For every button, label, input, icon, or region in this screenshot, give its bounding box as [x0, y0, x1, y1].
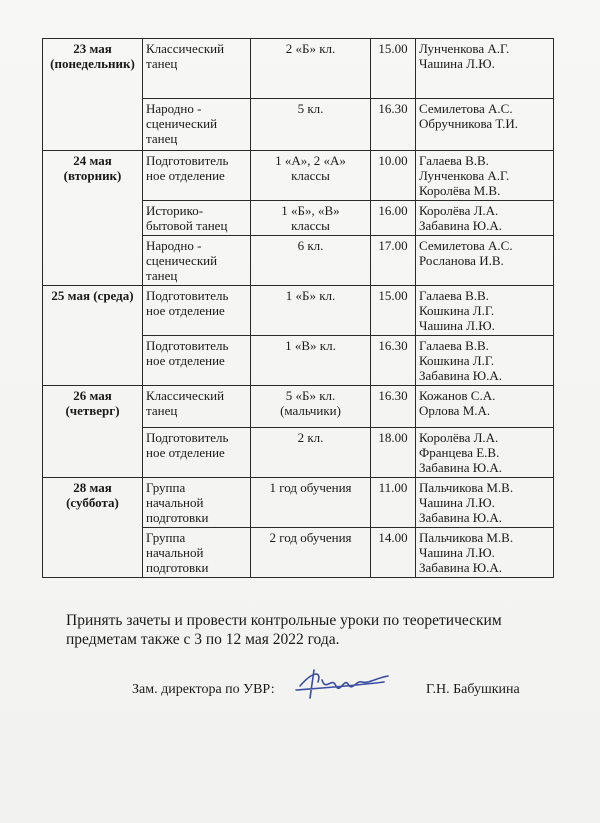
note-line-2: предметам также с 3 по 12 мая 2022 года.: [66, 631, 340, 648]
teacher-name: Семилетова А.С.: [419, 101, 513, 116]
teacher-name: Забавина Ю.А.: [419, 560, 502, 575]
teacher-name: Забавина Ю.А.: [419, 510, 502, 525]
day-cell: [43, 386, 143, 478]
teachers-cell: [416, 336, 554, 386]
subject-text: Группа: [146, 480, 186, 495]
time-cell: 16.30: [371, 336, 416, 386]
subject-cell: [143, 478, 251, 528]
class-text: 2 «Б» кл.: [285, 41, 336, 56]
teacher-name: Францева Е.В.: [419, 445, 500, 460]
day-label: 26 мая: [73, 388, 112, 403]
teacher-name: Чашина Л.Ю.: [419, 56, 495, 71]
teacher-name: Орлова М.А.: [419, 403, 491, 418]
subject-text: Подготовитель: [146, 430, 229, 445]
teacher-name: Лунченкова А.Г.: [419, 41, 510, 56]
subject-text: Историко-: [146, 203, 204, 218]
class-cell: [251, 99, 371, 151]
teacher-name: Галаева В.В.: [419, 153, 489, 168]
teachers-cell: [416, 478, 554, 528]
teachers-cell: [416, 99, 554, 151]
teachers-cell: [416, 428, 554, 478]
day-label: 23 мая: [73, 41, 112, 56]
teacher-name: Забавина Ю.А.: [419, 218, 502, 233]
day-cell: [43, 478, 143, 578]
time-cell: 16.30: [371, 386, 416, 428]
subject-text: ное отделение: [146, 353, 225, 368]
time-cell: 18.00: [371, 428, 416, 478]
class-text: 5 «Б» кл.: [285, 388, 336, 403]
teacher-name: Чашина Л.Ю.: [419, 318, 495, 333]
time-cell: 17.00: [371, 236, 416, 286]
time-cell: 14.00: [371, 528, 416, 578]
subject-text: танец: [146, 403, 178, 418]
day-label: 28 мая: [73, 480, 112, 495]
subject-cell: [143, 39, 251, 99]
class-cell: [251, 286, 371, 336]
subject-text: ное отделение: [146, 168, 225, 183]
subject-text: танец: [146, 268, 178, 283]
time-cell: 15.00: [371, 39, 416, 99]
day-label: 25 мая (среда): [51, 288, 134, 303]
table-row: [43, 386, 554, 428]
subject-text: бытовой танец: [146, 218, 228, 233]
teachers-cell: [416, 39, 554, 99]
teacher-name: Кошкина Л.Г.: [419, 353, 495, 368]
subject-text: Подготовитель: [146, 288, 229, 303]
table-row: [43, 478, 554, 528]
day-cell: [43, 286, 143, 386]
subject-text: сценический: [146, 116, 218, 131]
teacher-name: Королёва М.В.: [419, 183, 501, 198]
handwritten-signature: [292, 662, 392, 704]
teacher-name: Кожанов С.А.: [419, 388, 496, 403]
day-label: (вторник): [63, 168, 122, 183]
teacher-name: Лунченкова А.Г.: [419, 168, 510, 183]
exam-schedule-table: [42, 38, 554, 578]
class-text: 1 «Б» кл.: [285, 288, 336, 303]
teacher-name: Галаева В.В.: [419, 338, 489, 353]
class-cell: [251, 201, 371, 236]
subject-text: Подготовитель: [146, 153, 229, 168]
subject-cell: [143, 201, 251, 236]
subject-cell: [143, 336, 251, 386]
table-row: [43, 151, 554, 201]
class-cell: [251, 428, 371, 478]
subject-cell: [143, 286, 251, 336]
teachers-cell: [416, 528, 554, 578]
teacher-name: Росланова И.В.: [419, 253, 504, 268]
table-row: [43, 39, 554, 99]
class-cell: [251, 336, 371, 386]
teachers-cell: [416, 386, 554, 428]
subject-text: Классический: [146, 388, 225, 403]
class-text: (мальчики): [280, 403, 341, 418]
teachers-cell: [416, 286, 554, 336]
teacher-name: Пальчикова М.В.: [419, 530, 514, 545]
table-row: [43, 286, 554, 336]
teachers-cell: [416, 236, 554, 286]
teacher-name: Кошкина Л.Г.: [419, 303, 495, 318]
subject-text: Подготовитель: [146, 338, 229, 353]
time-cell: 16.00: [371, 201, 416, 236]
day-cell: [43, 151, 143, 286]
time-cell: 10.00: [371, 151, 416, 201]
class-cell: [251, 528, 371, 578]
subject-text: подготовки: [146, 560, 209, 575]
teacher-name: Галаева В.В.: [419, 288, 489, 303]
teachers-cell: [416, 201, 554, 236]
note-paragraph: [66, 611, 536, 649]
subject-text: Группа: [146, 530, 186, 545]
signatory-name: Г.Н. Бабушкина: [426, 682, 520, 697]
subject-text: Классический: [146, 41, 225, 56]
subject-cell: [143, 428, 251, 478]
subject-cell: [143, 236, 251, 286]
subject-text: подготовки: [146, 510, 209, 525]
class-text: классы: [291, 218, 330, 233]
class-text: 1 «Б», «В»: [281, 203, 340, 218]
subject-text: танец: [146, 131, 178, 146]
day-label: (суббота): [66, 495, 119, 510]
class-text: 1 «В» кл.: [285, 338, 336, 353]
subject-text: танец: [146, 56, 178, 71]
subject-text: ное отделение: [146, 303, 225, 318]
class-cell: [251, 151, 371, 201]
subject-text: Народно -: [146, 101, 202, 116]
subject-cell: [143, 386, 251, 428]
time-cell: 15.00: [371, 286, 416, 336]
class-text: классы: [291, 168, 330, 183]
teachers-cell: [416, 151, 554, 201]
class-text: 5 кл.: [297, 101, 324, 116]
signature-label: Зам. директора по УВР:: [132, 682, 275, 697]
teacher-name: Семилетова А.С.: [419, 238, 513, 253]
day-label: (понедельник): [50, 56, 135, 71]
class-text: 6 кл.: [297, 238, 324, 253]
class-cell: [251, 39, 371, 99]
subject-cell: [143, 151, 251, 201]
subject-text: начальной: [146, 545, 204, 560]
teacher-name: Чашина Л.Ю.: [419, 545, 495, 560]
class-cell: [251, 478, 371, 528]
day-label: (четверг): [65, 403, 120, 418]
day-cell: [43, 39, 143, 151]
subject-text: ное отделение: [146, 445, 225, 460]
class-text: 1 год обучения: [269, 480, 352, 495]
day-label: 24 мая: [73, 153, 112, 168]
schedule-body: [43, 39, 554, 578]
subject-cell: [143, 528, 251, 578]
subject-text: Народно -: [146, 238, 202, 253]
teacher-name: Пальчикова М.В.: [419, 480, 514, 495]
subject-text: начальной: [146, 495, 204, 510]
class-text: 2 кл.: [297, 430, 324, 445]
teacher-name: Королёва Л.А.: [419, 203, 499, 218]
note-line-1: Принять зачеты и провести контрольные уроки по теоретическим: [66, 612, 502, 629]
teacher-name: Королёва Л.А.: [419, 430, 499, 445]
class-cell: [251, 236, 371, 286]
teacher-name: Забавина Ю.А.: [419, 460, 502, 475]
class-cell: [251, 386, 371, 428]
time-cell: 11.00: [371, 478, 416, 528]
time-cell: 16.30: [371, 99, 416, 151]
teacher-name: Забавина Ю.А.: [419, 368, 502, 383]
teacher-name: Чашина Л.Ю.: [419, 495, 495, 510]
subject-cell: [143, 99, 251, 151]
class-text: 1 «А», 2 «А»: [275, 153, 346, 168]
class-text: 2 год обучения: [269, 530, 352, 545]
subject-text: сценический: [146, 253, 218, 268]
teacher-name: Обручникова Т.И.: [419, 116, 518, 131]
